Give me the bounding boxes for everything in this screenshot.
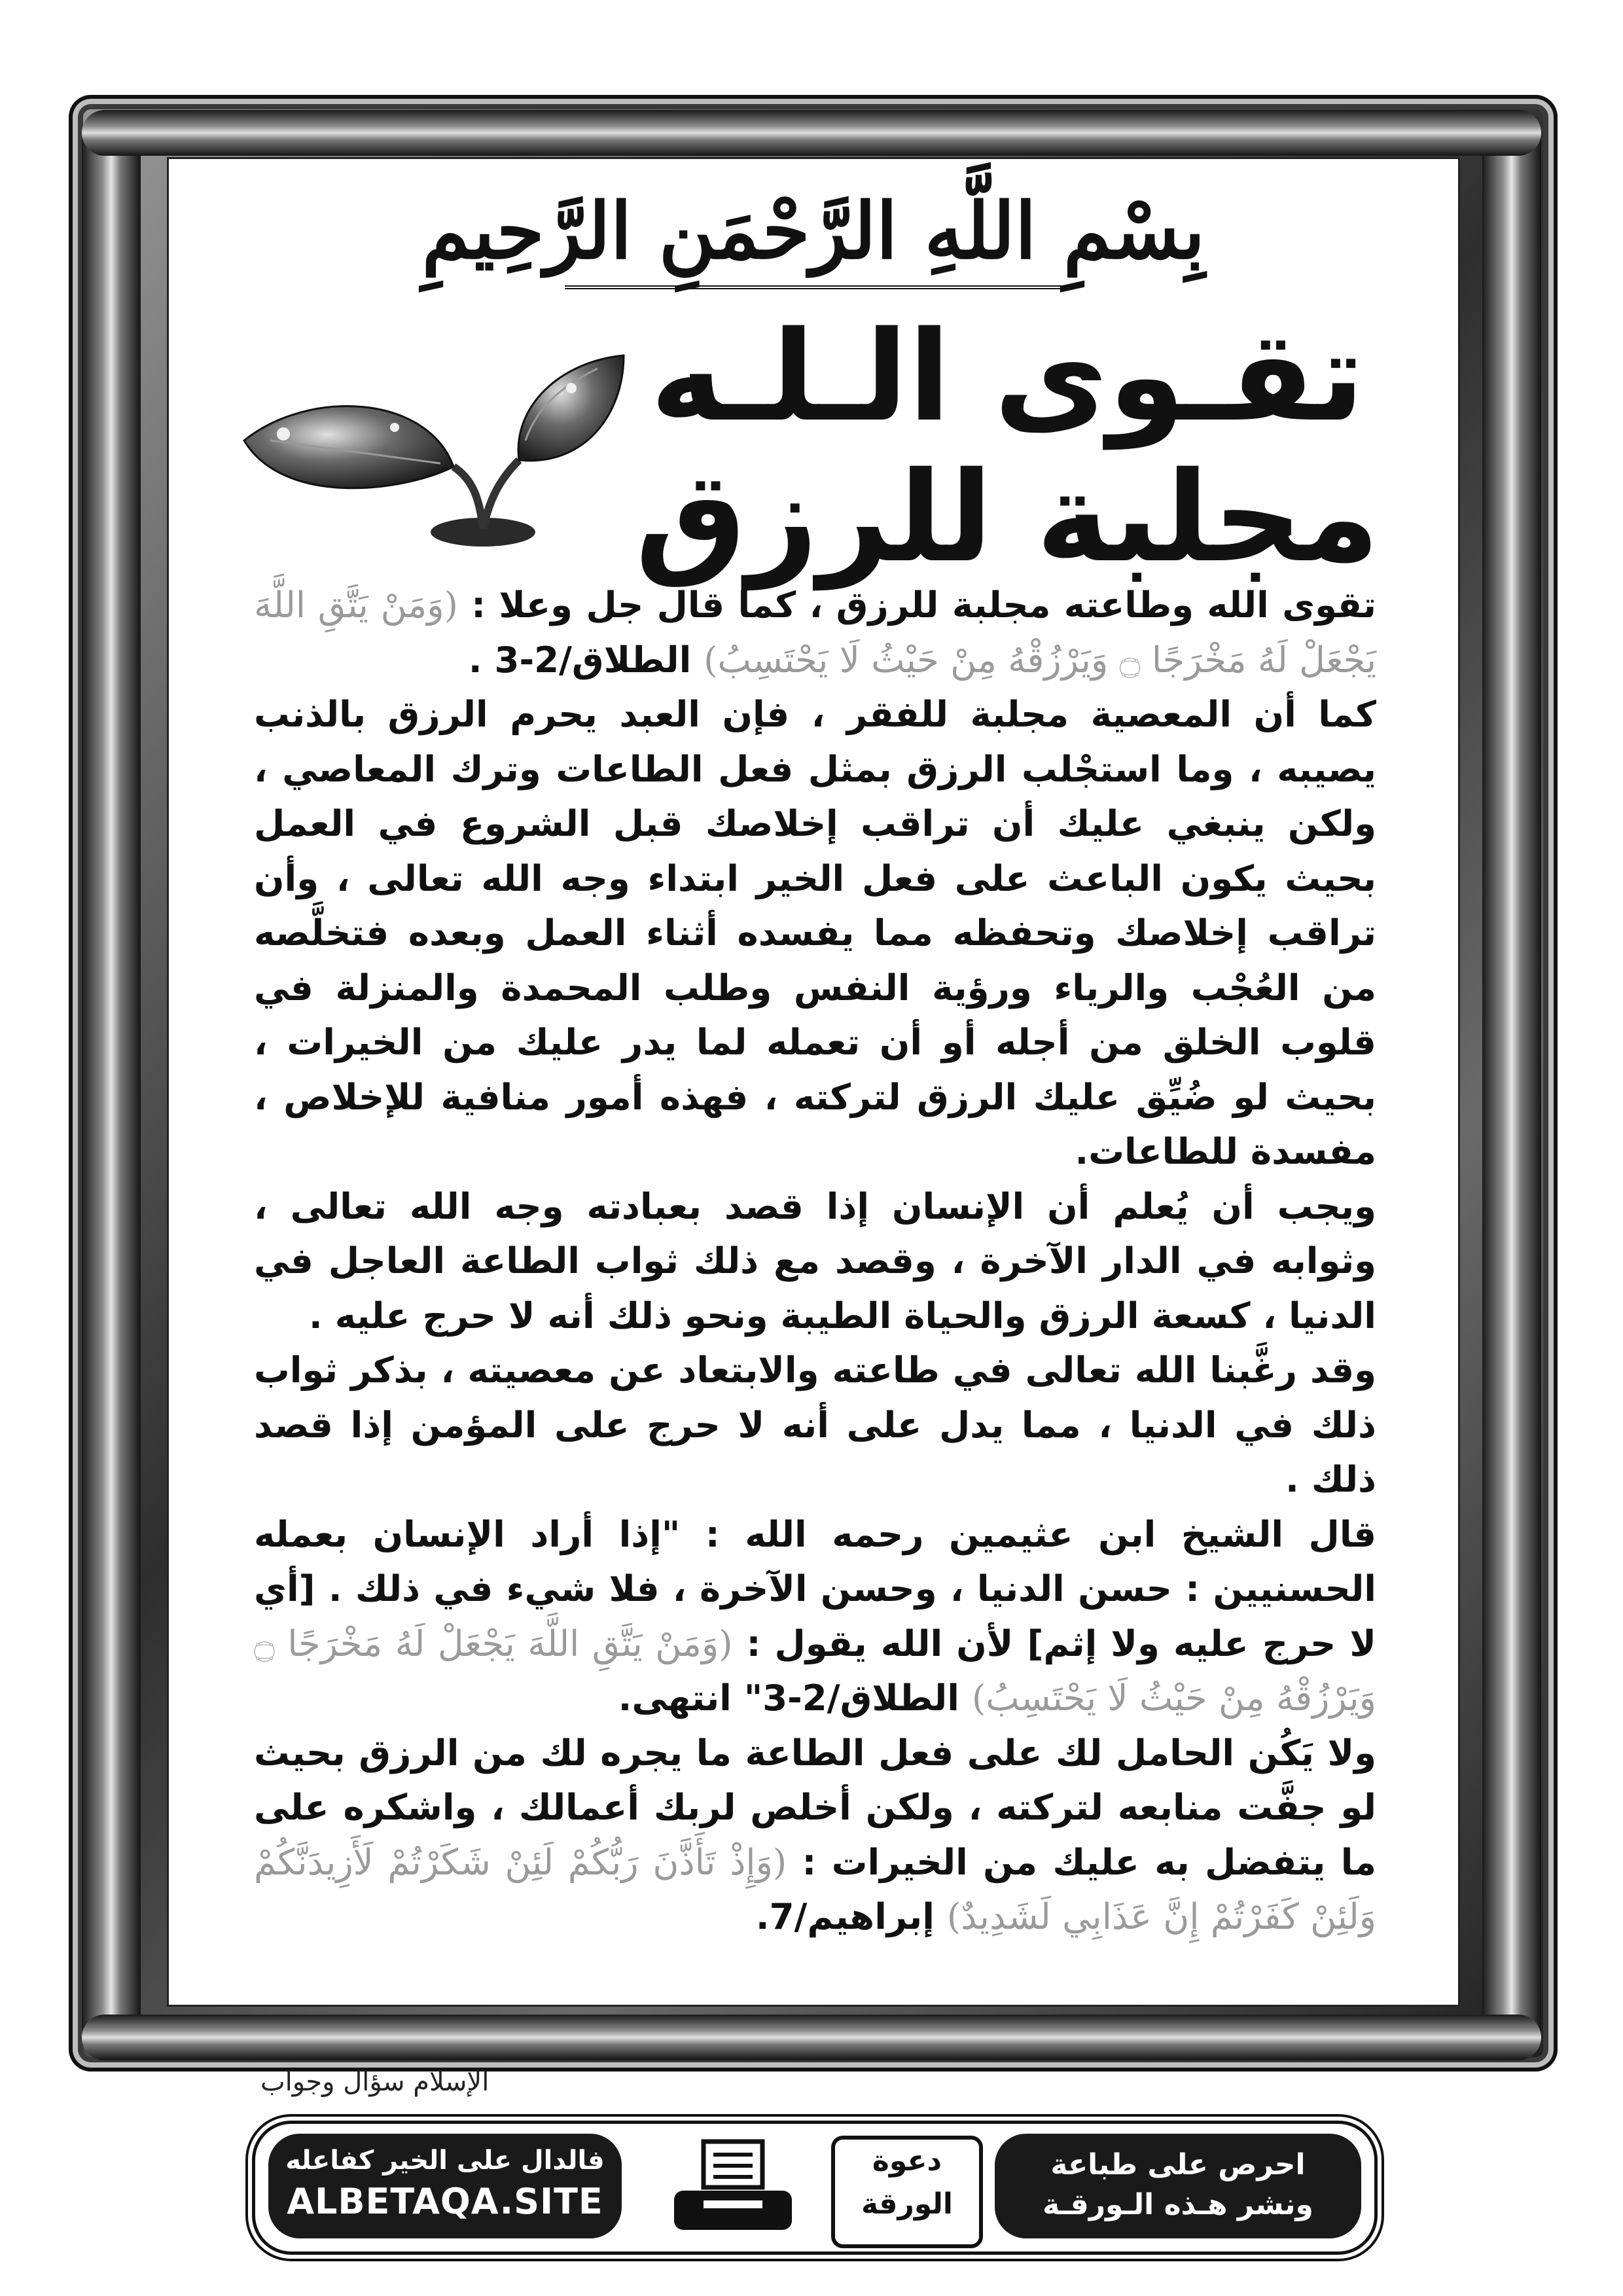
logo-text: دعوة الورقة: [861, 2144, 953, 2221]
basmala-calligraphy: [169, 185, 1458, 289]
footer-print-line-1: احرص على طباعة: [1050, 2148, 1306, 2181]
footer-slogan: فالدال على الخير كفاعله: [285, 2145, 605, 2176]
paragraph-4: وقد رغَّبنا الله تعالى في طاعته والابتعاد عن معصيته ، بذكر ثواب ذلك في الدنيا ، مما يدل على أنه لا حرج على المؤمن إذا قصد ذلك .: [254, 1349, 1376, 1500]
p1-text: تقوى الله وطاعته مجلبة للرزق ، كما قال جل وعلا :: [457, 584, 1376, 626]
p1-reference: الطلاق/2-3 .: [468, 638, 704, 681]
footer-website-link[interactable]: ALBETAQA.SITE: [287, 2181, 603, 2222]
source-attribution: الإسلام سؤال وجواب: [260, 2067, 490, 2097]
paragraph-2: كما أن المعصية مجلبة للفقر ، فإن العبد يحرم الرزق بالذنب يصيبه ، وما استجْلب الرزق بمثل فعل الطاعات وترك المعاصي ، ولكن ينبغي عليك أن تراقب إخلاصك قبل الشروع في العمل بحيث يكون الباعث على فعل الخير ابتداء وجه الله تعالى ، وأن تراقب إخلاصك وتحفظه مما يفسده أثناء العمل وبعده فتخلَّصه من العُجْب والرياء ورؤية النفس وطلب المحمدة والمنزلة في قلوب الخلق من أجله أو أن تعمله لما يدر عليك من الخيرات ، بحيث لو ضُيِّق عليك الرزق لتركته ، فهذه أمور منافية للإخلاص ، مفسدة للطاعات.: [254, 693, 1376, 1172]
frame-left-post: [82, 115, 141, 2052]
page-title: [635, 306, 1380, 588]
p6-text: ولا يَكُن الحامل لك على فعل الطاعة ما يجره لك من الرزق بحيث لو جفَّت منابعه لتركته ، ولكن أخلص لربك أعمالك ، واشكره على ما يتفضل به عليك من الخيرات :: [254, 1731, 1376, 1883]
p5-reference: الطلاق/2-3" انتهى.: [618, 1677, 972, 1719]
p5-quran-verse: (وَمَنْ يَتَّقِ اللَّهَ يَجْعَلْ لَهُ مَخْرَجًا ۝ وَيَرْزُقْهُ مِنْ حَيْثُ لَا يَحْتَسِبُ): [254, 1622, 1376, 1719]
paragraph-5: [254, 1507, 1376, 1726]
footer-website-box: [268, 2134, 622, 2238]
footer-banner: [252, 2121, 1378, 2255]
basmala-text: بِسْمِ اللَّهِ الرَّحْمَنِ الرَّحِيمِ: [421, 185, 1205, 276]
p1-quran-verse: (وَمَنْ يَتَّقِ اللَّهَ يَجْعَلْ لَهُ مَخْرَجًا ۝ وَيَرْزُقْهُ مِنْ حَيْثُ لَا يَحْتَسِبُ): [254, 584, 1376, 681]
paragraph-3: ويجب أن يُعلم أن الإنسان إذا قصد بعبادته وجه الله تعالى ، وثوابه في الدار الآخرة ، وقصد مع ذلك ثواب الطاعة العاجل في الدنيا ، كسعة الرزق والحياة الطيبة ونحو ذلك أنه لا حرج عليه .: [254, 1185, 1376, 1336]
title-line-1: تقـوى الـلـه: [650, 304, 1365, 449]
footer-print-line-2: ونشر هـذه الـورقـة: [1043, 2188, 1313, 2221]
frame-right-post: [1482, 115, 1541, 2052]
plant-sprout-image: [231, 336, 637, 552]
footer-print-box: [995, 2134, 1361, 2238]
printer-icon: [668, 2138, 798, 2236]
frame-top-bar: [82, 110, 1541, 156]
p5-text: قال الشيخ ابن عثيمين رحمه الله : "إذا أراد الإنسان بعمله الحسنيين : حسن الدنيا ، وحسن الآخرة ، فلا شيء في ذلك . [أي لا حرج عليه ولا إثم] لأن الله يقول :: [254, 1513, 1376, 1664]
title-line-2: مجلبة للرزق: [635, 445, 1380, 590]
dawa-paper-logo: [831, 2136, 983, 2248]
frame-bottom-bar: [82, 2015, 1541, 2060]
p6-quran-verse: (وَإِذْ تَأَذَّنَ رَبُّكُمْ لَئِنْ شَكَرْتُمْ لَأَزِيدَنَّكُمْ وَلَئِنْ كَفَرْتُمْ إِنَّ عَذَابِي لَشَدِيدٌ): [254, 1840, 1376, 1937]
paragraph-1: [254, 578, 1376, 687]
content-panel: [167, 157, 1460, 2097]
paragraph-6: [254, 1726, 1376, 1945]
basmala-ornament: [565, 276, 1062, 289]
p6-reference: إبراهيم/7.: [755, 1895, 947, 1937]
article-body: [254, 578, 1376, 1945]
